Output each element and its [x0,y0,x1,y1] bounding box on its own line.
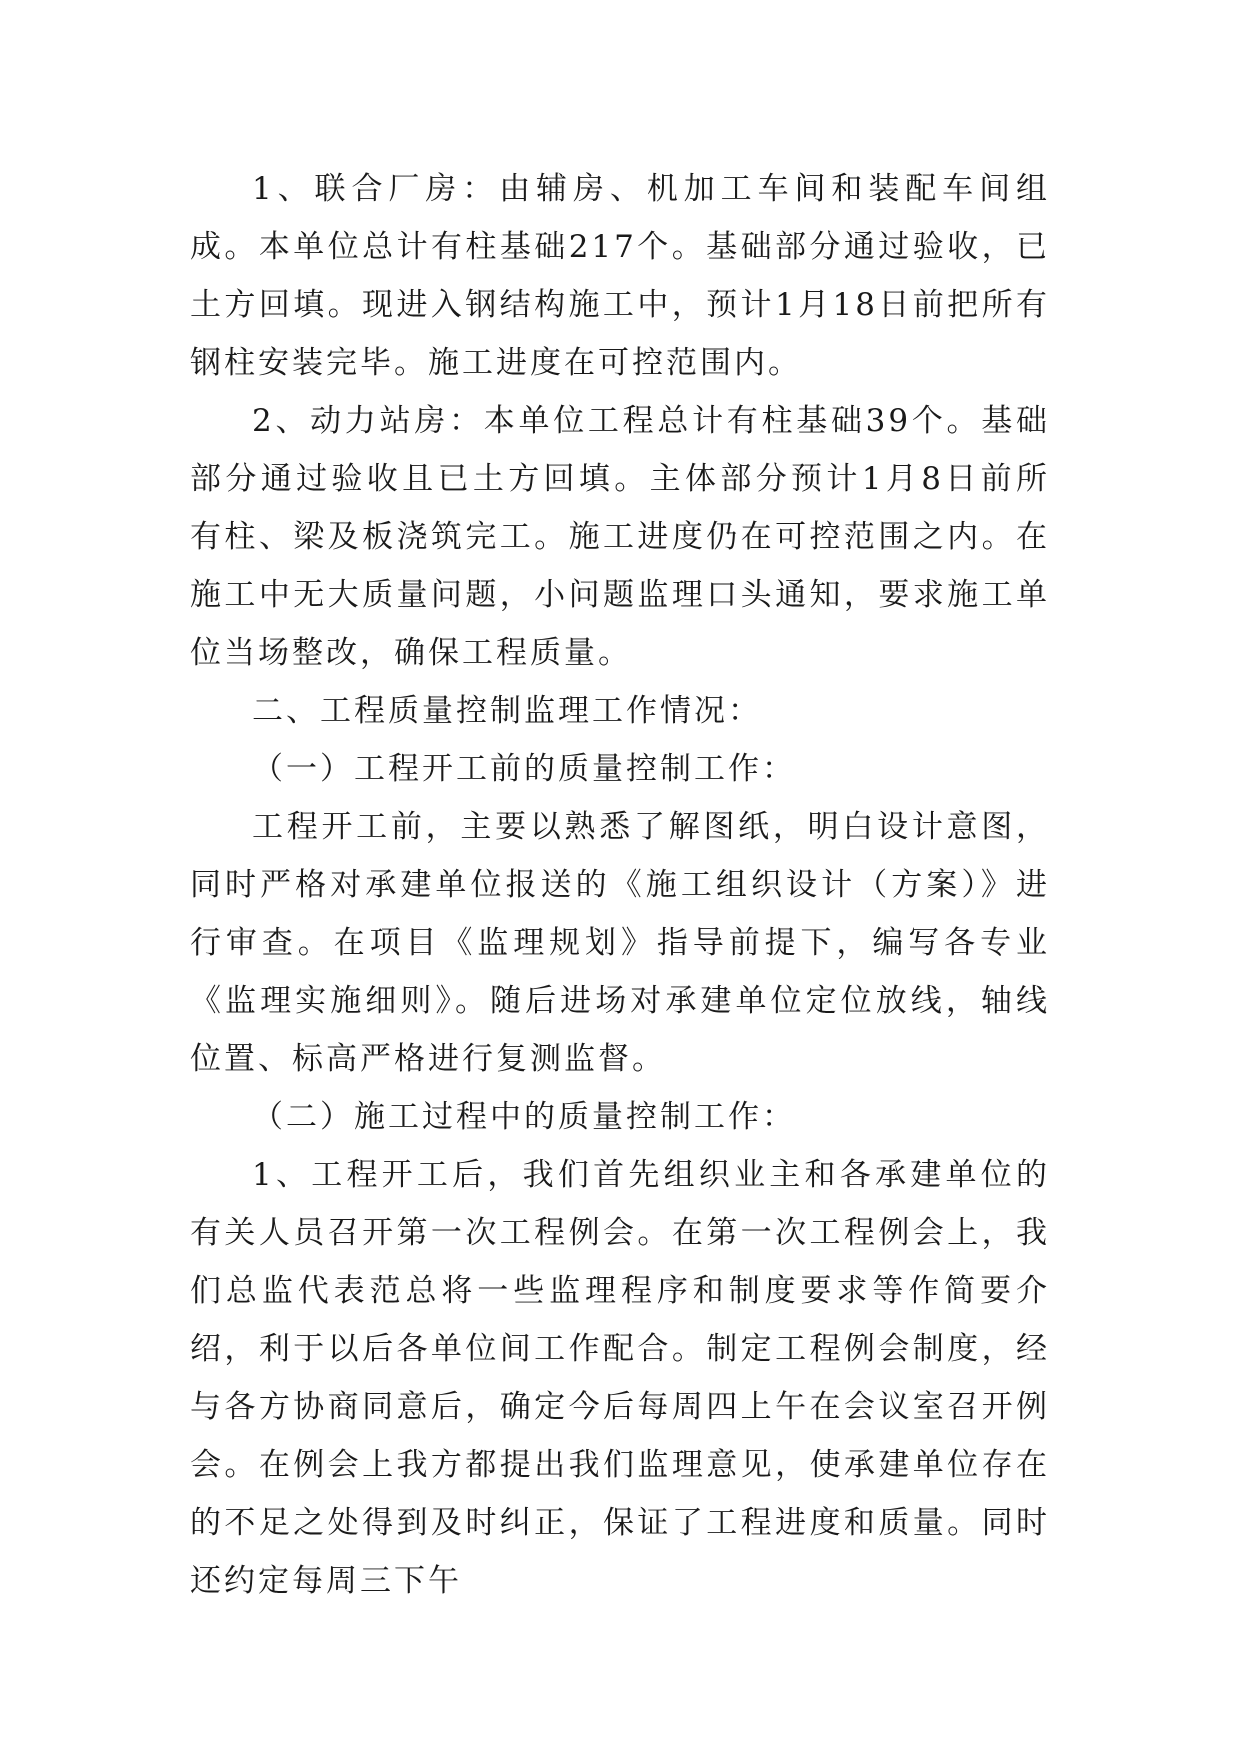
paragraph-first-meeting: 1、工程开工后，我们首先组织业主和各承建单位的有关人员召开第一次工程例会。在第一次工程例会上，我们总监代表范总将一些监理程序和制度要求等作简要介绍，利于以后各单位间工作配合。制定工程例会制度，经与各方协商同意后，确定今后每周四上午在会议室召开例会。在例会上我方都提出我们监理意见，使承建单位存在的不足之处得到及时纠正，保证了工程进度和质量。同时还约定每周三下午 [190,1157,1050,1599]
subsection-heading-during-construction: （二）施工过程中的质量控制工作： [252,1099,796,1135]
paragraph-pre-construction: 工程开工前，主要以熟悉了解图纸，明白设计意图，同时严格对承建单位报送的《施工组织设计（方案）》进行审查。在项目《监理规划》指导前提下，编写各专业《监理实施细则》。随后进场对承建单位定位放线，轴线位置、标高严格进行复测监督。 [190,809,1050,1077]
paragraph-united-workshop: 1、联合厂房：由辅房、机加工车间和装配车间组成。本单位总计有柱基础217个。基础部分通过验收，已土方回填。现进入钢结构施工中，预计1月18日前把所有钢柱安装完毕。施工进度在可控范围内。 [190,171,1050,381]
subsection-heading-pre-construction: （一）工程开工前的质量控制工作： [252,751,796,787]
section-heading-quality-control: 二、工程质量控制监理工作情况： [252,693,762,729]
document-body [190,160,1050,1610]
paragraph-power-station: 2、动力站房：本单位工程总计有柱基础39个。基础部分通过验收且已土方回填。主体部分预计1月8日前所有柱、梁及板浇筑完工。施工进度仍在可控范围之内。在施工中无大质量问题，小问题监理口头通知，要求施工单位当场整改，确保工程质量。 [190,403,1050,671]
